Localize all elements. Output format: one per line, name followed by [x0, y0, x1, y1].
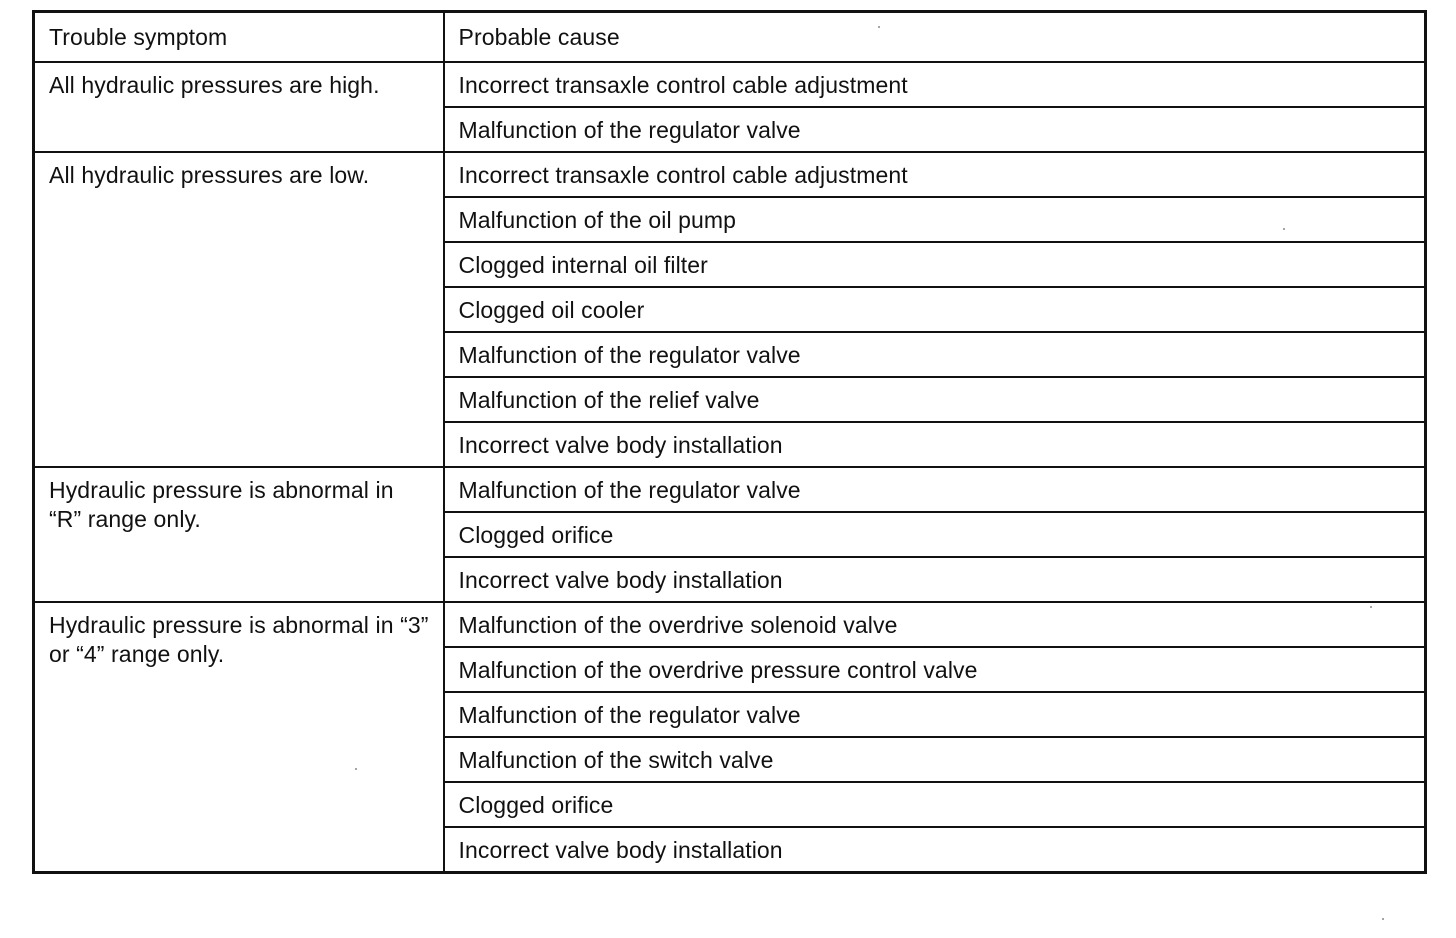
scan-speck: [1370, 606, 1372, 608]
cause-cell: Malfunction of the oil pump: [444, 197, 1426, 242]
cause-cell: Incorrect valve body installation: [444, 422, 1426, 467]
table-row: [34, 62, 1426, 107]
cause-cell: Malfunction of the regulator valve: [444, 107, 1426, 152]
scan-speck: [355, 768, 357, 770]
cause-cell: Incorrect valve body installation: [444, 557, 1426, 602]
cause-cell: Malfunction of the relief valve: [444, 377, 1426, 422]
cause-cell: Malfunction of the switch valve: [444, 737, 1426, 782]
header-row: [34, 12, 1426, 63]
scan-speck: [1382, 918, 1384, 920]
troubleshooting-table: [32, 10, 1427, 874]
table-row: [34, 152, 1426, 197]
cause-cell: Incorrect transaxle control cable adjustment: [444, 62, 1426, 107]
scan-speck: [1283, 228, 1285, 230]
scan-speck: [878, 26, 880, 28]
cause-cell: Clogged internal oil filter: [444, 242, 1426, 287]
cause-cell: Clogged orifice: [444, 782, 1426, 827]
cause-cell: Malfunction of the regulator valve: [444, 692, 1426, 737]
cause-cell: Clogged oil cooler: [444, 287, 1426, 332]
table-row: [34, 602, 1426, 647]
header-trouble-symptom: Trouble symptom: [34, 12, 444, 63]
cause-cell: Clogged orifice: [444, 512, 1426, 557]
cause-cell: Malfunction of the regulator valve: [444, 332, 1426, 377]
symptom-cell: All hydraulic pressures are low.: [34, 152, 444, 467]
cause-cell: Malfunction of the overdrive solenoid valve: [444, 602, 1426, 647]
symptom-cell: All hydraulic pressures are high.: [34, 62, 444, 152]
cause-cell: Malfunction of the regulator valve: [444, 467, 1426, 512]
table-row: [34, 467, 1426, 512]
cause-cell: Incorrect valve body installation: [444, 827, 1426, 873]
cause-cell: Malfunction of the overdrive pressure control valve: [444, 647, 1426, 692]
symptom-cell: Hydraulic pressure is abnormal in “R” range only.: [34, 467, 444, 602]
header-probable-cause: Probable cause: [444, 12, 1426, 63]
cause-cell: Incorrect transaxle control cable adjustment: [444, 152, 1426, 197]
symptom-cell: Hydraulic pressure is abnormal in “3” or “4” range only.: [34, 602, 444, 873]
